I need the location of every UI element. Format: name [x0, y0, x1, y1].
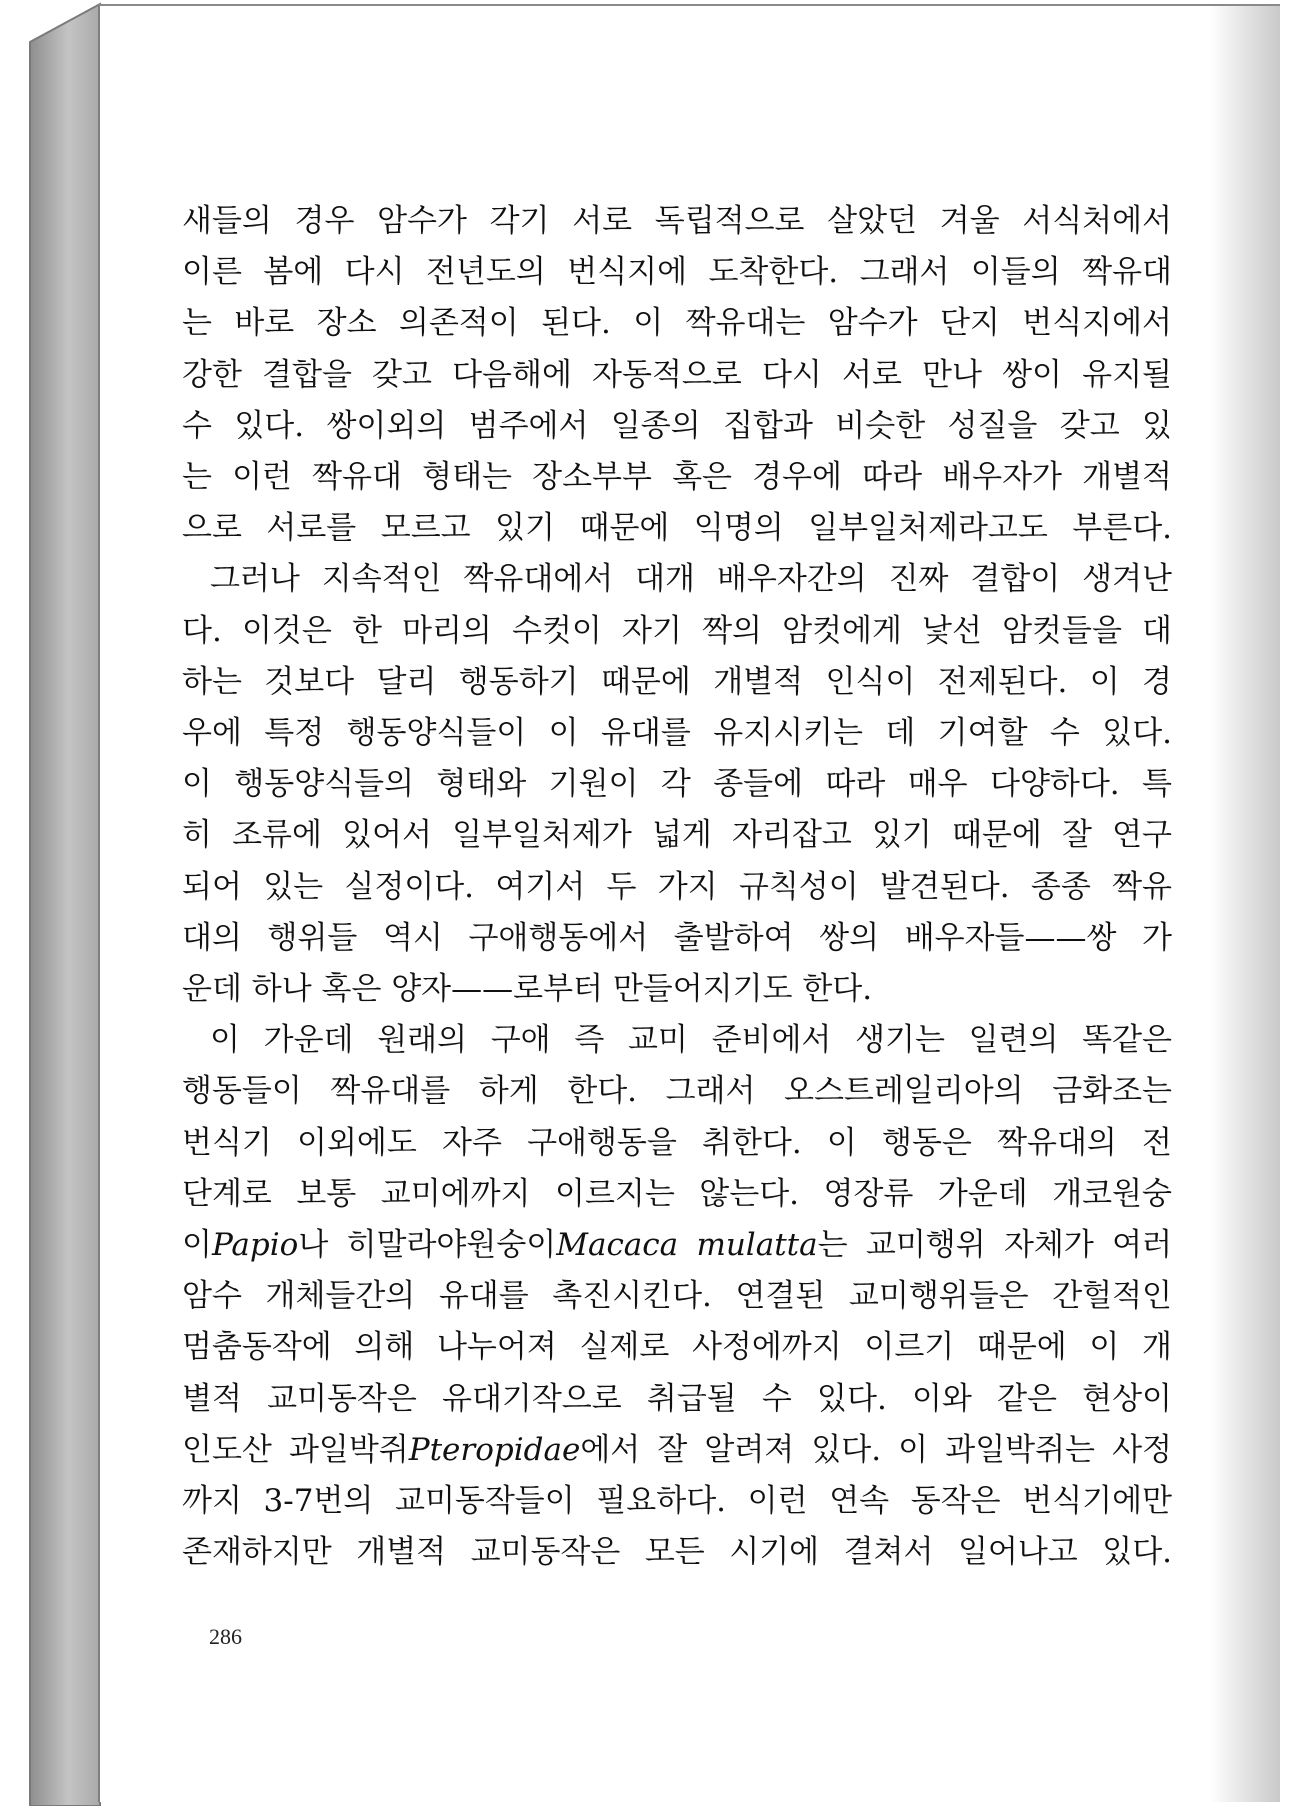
text-line: 번식기 이외에도 자주 구애행동을 취한다. 이 행동은 짝유대의 전	[182, 1124, 1172, 1161]
text-line: 으로 서로를 모르고 있기 때문에 익명의 일부일처제라고도 부른다.	[182, 510, 1172, 547]
text-line: 단계로 보통 교미에까지 이르지는 않는다. 영장류 가운데 개코원숭	[182, 1175, 1172, 1212]
text-line: 새들의 경우 암수가 각기 서로 독립적으로 살았던 겨울 서식처에서	[182, 203, 1172, 239]
text-line: 다. 이것은 한 마리의 수컷이 자기 짝의 암컷에게 낯선 암컷들을 대	[182, 612, 1172, 649]
body-text	[182, 196, 1172, 1578]
text-line: 대의 행위들 역시 구애행동에서 출발하여 쌍의 배우자들——쌍 가	[182, 919, 1172, 956]
text-line: 까지 3-7번의 교미동작들이 필요하다. 이런 연속 동작은 번식기에만	[182, 1483, 1172, 1520]
text-line: 히 조류에 있어서 일부일처제가 넓게 자리잡고 있기 때문에 잘 연구	[182, 817, 1172, 854]
text-line: 우에 특정 행동양식들이 이 유대를 유지시키는 데 기여할 수 있다.	[182, 715, 1172, 752]
text-line: 하는 것보다 달리 행동하기 때문에 개별적 인식이 전제된다. 이 경	[182, 663, 1172, 700]
book-spine	[0, 0, 110, 1806]
text-line: 이 가운데 원래의 구애 즉 교미 준비에서 생기는 일련의 똑같은	[210, 1022, 1172, 1059]
text-line: 인도산 과일박쥐Pteropidae에서 잘 알려져 있다. 이 과일박쥐는 사정	[182, 1431, 1172, 1468]
text-line: 존재하지만 개별적 교미동작은 모든 시기에 결쳐서 일어나고 있다.	[182, 1534, 1172, 1571]
text-line: 운데 하나 혹은 양자——로부터 만들어지기도 한다.	[182, 971, 873, 1008]
paragraph-2	[182, 554, 1172, 1015]
text-line: 이른 봄에 다시 전년도의 번식지에 도착한다. 그래서 이들의 짝유대	[182, 254, 1172, 291]
text-line: 멈춤동작에 의해 나누어져 실제로 사정에까지 이르기 때문에 이 개	[182, 1329, 1172, 1366]
text-line: 암수 개체들간의 유대를 촉진시킨다. 연결된 교미행위들은 간헐적인	[182, 1278, 1172, 1315]
text-line: 수 있다. 쌍이외의 범주에서 일종의 집합과 비슷한 성질을 갖고 있	[182, 407, 1172, 444]
paragraph-1	[182, 196, 1172, 554]
page-edge-shadow	[1210, 6, 1280, 1802]
text-line: 이Papio나 히말라야원숭이Macaca mulatta는 교미행위 자체가 여러	[182, 1227, 1173, 1264]
text-line: 되어 있는 실정이다. 여기서 두 가지 규칙성이 발견된다. 종종 짝유	[182, 868, 1172, 905]
text-line: 는 바로 장소 의존적이 된다. 이 짝유대는 암수가 단지 번식지에서	[182, 305, 1172, 342]
text-line: 그러나 지속적인 짝유대에서 대개 배우자간의 진짜 결합이 생겨난	[210, 561, 1172, 598]
text-line: 이 행동양식들의 형태와 기원이 각 종들에 따라 매우 다양하다. 특	[182, 766, 1172, 803]
text-line: 별적 교미동작은 유대기작으로 취급될 수 있다. 이와 같은 현상이	[182, 1380, 1172, 1417]
page-number: 286	[209, 1624, 242, 1649]
text-line: 강한 결합을 갖고 다음해에 자동적으로 다시 서로 만나 쌍이 유지될	[182, 356, 1172, 393]
paragraph-3	[182, 1015, 1172, 1578]
text-line: 행동들이 짝유대를 하게 한다. 그래서 오스트레일리아의 금화조는	[182, 1073, 1172, 1110]
text-line: 는 이런 짝유대 형태는 장소부부 혹은 경우에 따라 배우자가 개별적	[182, 459, 1172, 496]
